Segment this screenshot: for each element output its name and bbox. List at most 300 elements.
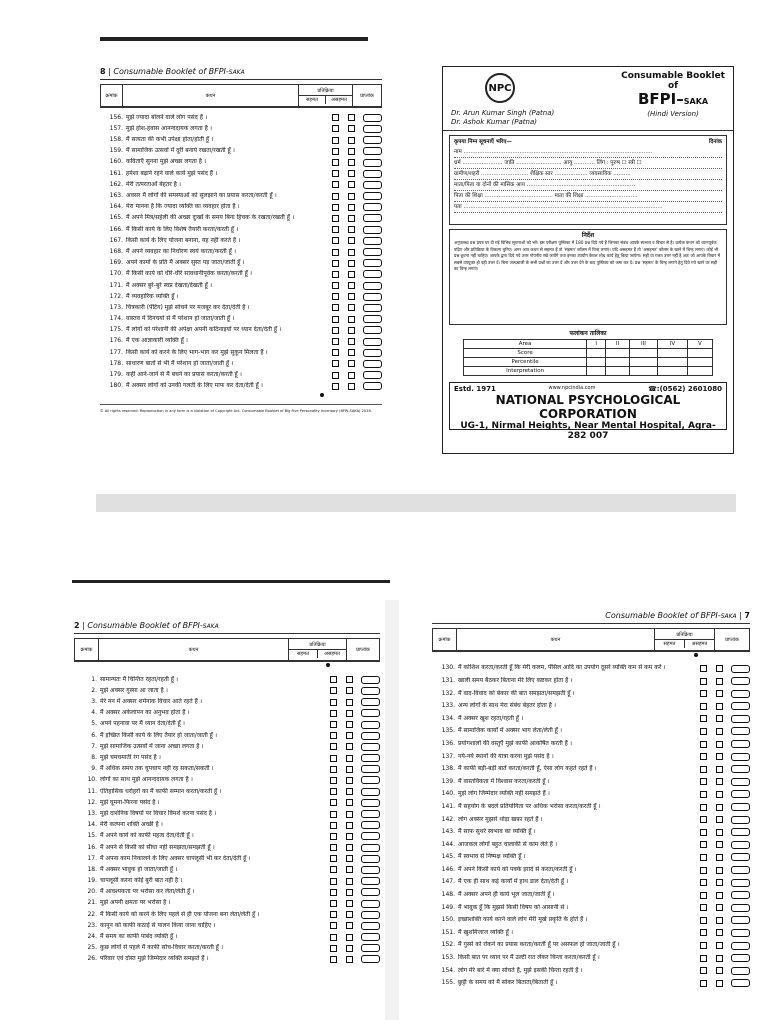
score-box[interactable] [363, 293, 382, 301]
table-row [74, 797, 380, 808]
score-box[interactable] [731, 853, 750, 861]
agree-checkbox[interactable] [332, 372, 339, 379]
agree-checkbox[interactable] [700, 942, 707, 949]
table-row [74, 853, 380, 864]
score-box[interactable] [363, 170, 382, 178]
disagree-checkbox[interactable] [348, 338, 355, 345]
disagree-checkbox[interactable] [348, 360, 355, 367]
score-box[interactable] [731, 816, 750, 824]
agree-checkbox[interactable] [332, 304, 339, 311]
agree-checkbox[interactable] [700, 917, 707, 924]
disagree-checkbox[interactable] [716, 804, 723, 811]
agree-checkbox[interactable] [700, 980, 707, 987]
agree-checkbox[interactable] [700, 929, 707, 936]
score-box[interactable] [731, 879, 750, 887]
disagree-checkbox[interactable] [716, 766, 723, 773]
score-box[interactable] [731, 929, 750, 937]
score-box[interactable] [363, 136, 382, 144]
agree-checkbox[interactable] [332, 316, 339, 323]
disagree-checkbox[interactable] [348, 148, 355, 155]
score-box[interactable] [363, 326, 382, 334]
item-statement: मैं किसी कार्य को करने के लिए पहले से ही एक योजना बना लेता/लेती हूँ । [100, 910, 260, 918]
agree-checkbox[interactable] [700, 904, 707, 911]
disagree-checkbox[interactable] [716, 879, 723, 886]
item-statement: मैं कोशिश करता/करती हूँ कि मेरी कलम, पेंसिल आदि का उपयोग दूसरे व्यक्ति कम से कम करें । [458, 664, 666, 672]
score-box[interactable] [363, 315, 382, 323]
agree-checkbox[interactable] [700, 816, 707, 823]
agree-checkbox[interactable] [700, 703, 707, 710]
agree-checkbox[interactable] [700, 867, 707, 874]
agree-checkbox[interactable] [332, 181, 339, 188]
area-education-field[interactable]: ग्रामीण/शहरी ........................... शैक्षिक स्तर ................... व्यवसायिक .......... [454, 169, 722, 180]
item-number: 151. [441, 928, 455, 936]
disagree-checkbox[interactable] [348, 125, 355, 132]
table-row [432, 713, 750, 726]
disagree-checkbox[interactable] [346, 732, 353, 739]
item-statement: अन्य लोगों के साथ मेरा संबंध बेहतर होता है । [458, 702, 557, 710]
score-box[interactable] [363, 237, 382, 245]
disagree-checkbox[interactable] [716, 967, 723, 974]
disagree-checkbox[interactable] [348, 383, 355, 390]
score-box[interactable] [361, 721, 380, 729]
table-row [100, 146, 382, 157]
score-box[interactable] [363, 282, 382, 290]
item-number: 134. [441, 714, 455, 722]
table-row [74, 719, 380, 730]
agree-checkbox[interactable] [700, 892, 707, 899]
agree-checkbox[interactable] [330, 755, 337, 762]
disagree-checkbox[interactable] [716, 715, 723, 722]
page-7 [432, 612, 750, 1022]
table-row [432, 889, 750, 902]
disagree-checkbox[interactable] [348, 215, 355, 222]
score-box[interactable] [731, 954, 750, 962]
score-box[interactable] [731, 803, 750, 811]
item-statement: मैं अपना काम निकालने के लिए अक्सर चापलूसी भी कर देता/देती हूँ । [100, 854, 251, 862]
agree-checkbox[interactable] [330, 866, 337, 873]
score-box[interactable] [363, 248, 382, 256]
income-field[interactable]: माता/पिता या दोनों की मासिक आय .............................................................. [454, 180, 722, 191]
disagree-checkbox[interactable] [348, 237, 355, 244]
score-box[interactable] [361, 877, 380, 885]
disagree-checkbox[interactable] [716, 778, 723, 785]
score-box[interactable] [731, 979, 750, 987]
score-box[interactable] [361, 832, 380, 840]
agree-checkbox[interactable] [700, 829, 707, 836]
agree-checkbox[interactable] [332, 137, 339, 144]
score-box[interactable] [731, 715, 750, 723]
address-field[interactable]: पता .................................................................................................................. [454, 202, 722, 213]
disagree-checkbox[interactable] [348, 304, 355, 311]
score-box[interactable] [731, 690, 750, 698]
item-statement: मुझे अक्सर गुस्सा आ जाता है । [100, 686, 168, 694]
score-box[interactable] [731, 702, 750, 710]
score-box[interactable] [363, 203, 382, 211]
disagree-checkbox[interactable] [346, 900, 353, 907]
item-statement: मैं सामाजिक कार्यों में अक्सर भाग लेता/लेती हूँ । [458, 727, 563, 735]
score-box[interactable] [363, 159, 382, 167]
item-number: 177. [109, 348, 123, 356]
agree-checkbox[interactable] [332, 260, 339, 267]
table-row [100, 269, 382, 280]
agree-checkbox[interactable] [332, 125, 339, 132]
disagree-checkbox[interactable] [348, 316, 355, 323]
disagree-checkbox[interactable] [348, 114, 355, 121]
score-box[interactable] [363, 270, 382, 278]
score-box[interactable] [731, 891, 750, 899]
disagree-checkbox[interactable] [348, 372, 355, 379]
item-statement: लोगों का साथ मुझे आनन्ददायक लगता है । [100, 776, 193, 784]
table-row [74, 786, 380, 797]
agree-checkbox[interactable] [330, 732, 337, 739]
agree-checkbox[interactable] [330, 777, 337, 784]
score-box[interactable] [731, 967, 750, 975]
score-box[interactable] [361, 922, 380, 930]
score-box[interactable] [731, 904, 750, 912]
disagree-checkbox[interactable] [346, 934, 353, 941]
disagree-checkbox[interactable] [348, 137, 355, 144]
agree-checkbox[interactable] [330, 900, 337, 907]
instructions: निर्देश अनुपलब्ध प्रश्न प्रपत्र पर दी गई विभिन्न सूचनाओं को भरें। इस परीक्षण पुस्तिका में 180 प्रश्न दिये गये हैं जिनका संबंध आपके स्वभाव व विचार से है। प्रत्येक कथन को ध्यानपूर्वक पढ़िए और प्रतिक्रिया के विकल्प चुनिए। अगर आप कथन से सहमत हैं तो 'सहमत' कॉलम में चिन्ह लगाएं। यदि असहमत हैं तो 'असहमत' कॉलम के खाने में चिन्ह लगाएं। कोई भी प्रश्न छूटना नहीं चाहिए। आपके द्वारा दिये गये उत्तर गोपनीय रखे जायेंगे तथा इनका उपयोग केवल शोध कार्य हेतु किया जायेगा। सही या गलत उत्तर नहीं है अतः जो आपके विचार में सबसे उपयुक्त हो वही उत्तर दें। बिना जल्दबाजी के सभी प्रश्नों का उत्तर दें और उत्तर देने के बाद पुस्तिका को जमा कर दें। प्रश्न 'सहमत' के चिन्ह लगाने हेतु दिये गये खाने पर सही का चिन्ह लगाएं। [449, 229, 727, 325]
agree-checkbox[interactable] [700, 753, 707, 760]
score-box[interactable] [731, 916, 750, 924]
disagree-checkbox[interactable] [348, 260, 355, 267]
item-statement: किसी बात पर ध्यान पर मैं उल्टी रात लेकर चिन्ता करता/करती हूँ । [458, 954, 600, 962]
item-number: 159. [109, 147, 123, 155]
item-statement: मैं गुस्से को रोकने का प्रयास करता/करती हूँ पर असफल हो जाता/जाती हूँ । [458, 941, 620, 949]
disagree-checkbox[interactable] [348, 327, 355, 334]
cover-page [442, 66, 734, 454]
agree-checkbox[interactable] [700, 678, 707, 685]
disagree-checkbox[interactable] [348, 181, 355, 188]
agree-checkbox[interactable] [330, 676, 337, 683]
agree-checkbox[interactable] [700, 791, 707, 798]
disagree-checkbox[interactable] [346, 743, 353, 750]
score-box[interactable] [361, 799, 380, 807]
score-box[interactable] [731, 765, 750, 773]
score-box[interactable] [731, 790, 750, 798]
score-box[interactable] [361, 765, 380, 773]
agree-checkbox[interactable] [332, 360, 339, 367]
agree-checkbox[interactable] [332, 327, 339, 334]
disagree-checkbox[interactable] [716, 929, 723, 936]
personal-info-form: कृपया निम्न सूचनाएँ भरिए— दिनांक नाम ............................................................................................................ धर्म ....................... जाति .......................... आयु ............ लिंग : पुरुष ☐ स्त्री ☐ ग्रामीण/शहरी ........................... शैक्षिक स्तर ................... व्यवसायिक .......... माता/पिता या दोनों की मासिक आय .............................................................. पिता की शिक्षा ....................................... माता की शिक्षा .............................. पता .................................................................................................................. [449, 135, 727, 225]
page-8 [100, 68, 382, 458]
score-box[interactable] [363, 114, 382, 122]
agree-checkbox[interactable] [332, 249, 339, 256]
score-box[interactable] [363, 304, 382, 312]
agree-checkbox[interactable] [332, 148, 339, 155]
agree-checkbox[interactable] [700, 804, 707, 811]
agree-checkbox[interactable] [330, 911, 337, 918]
agree-checkbox[interactable] [330, 766, 337, 773]
agree-checkbox[interactable] [700, 955, 707, 962]
table-row [432, 826, 750, 839]
disagree-checkbox[interactable] [716, 665, 723, 672]
disagree-checkbox[interactable] [716, 904, 723, 911]
score-box[interactable] [361, 743, 380, 751]
item-number: 2. [91, 686, 97, 694]
page-header: 8 | Consumable Booklet of BFPI-SAKA [100, 68, 382, 80]
score-box[interactable] [361, 698, 380, 706]
disagree-checkbox[interactable] [716, 728, 723, 735]
agree-checkbox[interactable] [332, 338, 339, 345]
table-row [74, 932, 380, 943]
agree-checkbox[interactable] [330, 833, 337, 840]
item-statement: मेरे मन में अक्सर शर्मनाक विचार आते रहते हैं । [100, 698, 202, 706]
disagree-checkbox[interactable] [346, 922, 353, 929]
score-box[interactable] [363, 382, 382, 390]
score-box[interactable] [731, 866, 750, 874]
score-box[interactable] [363, 147, 382, 155]
agree-checkbox[interactable] [332, 237, 339, 244]
item-statement: मुझे होश-हवास आनन्ददायक लगता है । [126, 124, 212, 132]
agree-checkbox[interactable] [330, 934, 337, 941]
table-row [432, 763, 750, 776]
score-box[interactable] [361, 776, 380, 784]
disagree-checkbox[interactable] [716, 917, 723, 924]
page-header: Consumable Booklet of BFPI-SAKA | 7 [432, 612, 750, 624]
agree-checkbox[interactable] [700, 665, 707, 672]
score-box[interactable] [361, 810, 380, 818]
disagree-checkbox[interactable] [716, 703, 723, 710]
item-number: 13. [87, 809, 97, 817]
score-box[interactable] [361, 855, 380, 863]
score-box[interactable] [361, 821, 380, 829]
disagree-checkbox[interactable] [348, 271, 355, 278]
agree-checkbox[interactable] [330, 878, 337, 885]
disagree-checkbox[interactable] [348, 226, 355, 233]
item-number: 147. [441, 878, 455, 886]
table-row [74, 898, 380, 909]
disagree-checkbox[interactable] [346, 945, 353, 952]
score-box[interactable] [731, 753, 750, 761]
score-box[interactable] [731, 677, 750, 685]
agree-checkbox[interactable] [700, 728, 707, 735]
disagree-checkbox[interactable] [346, 878, 353, 885]
disagree-checkbox[interactable] [346, 721, 353, 728]
item-number: 16. [87, 843, 97, 851]
parent-education-field[interactable]: पिता की शिक्षा ....................................... माता की शिक्षा .............................. [454, 191, 722, 202]
disagree-checkbox[interactable] [346, 811, 353, 818]
score-box[interactable] [363, 226, 382, 234]
table-row [432, 738, 750, 751]
item-number: 144. [441, 840, 455, 848]
score-box[interactable] [363, 259, 382, 267]
agree-checkbox[interactable] [332, 204, 339, 211]
score-box[interactable] [361, 900, 380, 908]
score-box[interactable] [361, 788, 380, 796]
item-number: 170. [109, 270, 123, 278]
agree-checkbox[interactable] [330, 922, 337, 929]
agree-checkbox[interactable] [330, 687, 337, 694]
agree-checkbox[interactable] [332, 293, 339, 300]
agree-checkbox[interactable] [330, 956, 337, 963]
disagree-checkbox[interactable] [346, 755, 353, 762]
table-row [432, 927, 750, 940]
start-dot [326, 663, 330, 667]
name-field[interactable]: नाम ............................................................................................................ [454, 147, 722, 158]
score-box[interactable] [731, 841, 750, 849]
agree-checkbox[interactable] [330, 855, 337, 862]
score-box[interactable] [361, 709, 380, 717]
agree-checkbox[interactable] [330, 945, 337, 952]
item-number: 164. [109, 203, 123, 211]
agree-checkbox[interactable] [330, 811, 337, 818]
agree-checkbox[interactable] [330, 710, 337, 717]
score-box[interactable] [363, 349, 382, 357]
item-number: 176. [109, 337, 123, 345]
table-row [100, 123, 382, 134]
disagree-checkbox[interactable] [346, 788, 353, 795]
disagree-checkbox[interactable] [716, 678, 723, 685]
disagree-checkbox[interactable] [716, 980, 723, 987]
agree-checkbox[interactable] [700, 690, 707, 697]
item-statement: मैं अपने व्यवहार का निर्धारण स्वयं करता/करती हूँ । [126, 247, 237, 255]
agree-checkbox[interactable] [332, 383, 339, 390]
agree-checkbox[interactable] [332, 226, 339, 233]
disagree-checkbox[interactable] [346, 676, 353, 683]
agree-checkbox[interactable] [330, 822, 337, 829]
disagree-checkbox[interactable] [348, 193, 355, 200]
table-row [432, 776, 750, 789]
disagree-checkbox[interactable] [716, 892, 723, 899]
score-box[interactable] [363, 125, 382, 133]
agree-checkbox[interactable] [332, 215, 339, 222]
disagree-checkbox[interactable] [346, 866, 353, 873]
disagree-checkbox[interactable] [716, 955, 723, 962]
agree-checkbox[interactable] [330, 699, 337, 706]
score-box[interactable] [731, 828, 750, 836]
item-statement: मैं अक्सर बुरे-बुरे स्वप्न देखता/देखती हूँ । [126, 281, 212, 289]
agree-checkbox[interactable] [700, 766, 707, 773]
score-box[interactable] [361, 888, 380, 896]
score-box[interactable] [363, 371, 382, 379]
disagree-checkbox[interactable] [716, 867, 723, 874]
agree-checkbox[interactable] [330, 889, 337, 896]
score-box[interactable] [363, 360, 382, 368]
item-statement: मैं वाद-विवाद को बेकार की बात समझता/समझती हूँ । [458, 689, 575, 697]
agree-checkbox[interactable] [700, 741, 707, 748]
agree-checkbox[interactable] [700, 841, 707, 848]
score-box[interactable] [363, 192, 382, 200]
score-box[interactable] [361, 844, 380, 852]
disagree-checkbox[interactable] [346, 844, 353, 851]
disagree-checkbox[interactable] [716, 829, 723, 836]
disagree-checkbox[interactable] [346, 777, 353, 784]
agree-checkbox[interactable] [700, 778, 707, 785]
score-box[interactable] [363, 338, 382, 346]
score-box[interactable] [361, 676, 380, 684]
disagree-checkbox[interactable] [716, 841, 723, 848]
disagree-checkbox[interactable] [716, 816, 723, 823]
table-row [100, 347, 382, 358]
agree-checkbox[interactable] [330, 788, 337, 795]
agree-checkbox[interactable] [332, 349, 339, 356]
agree-checkbox[interactable] [330, 844, 337, 851]
score-box[interactable] [363, 181, 382, 189]
disagree-checkbox[interactable] [346, 911, 353, 918]
disagree-checkbox[interactable] [346, 699, 353, 706]
agree-checkbox[interactable] [332, 159, 339, 166]
disagree-checkbox[interactable] [348, 282, 355, 289]
score-box[interactable] [731, 942, 750, 950]
score-box[interactable] [731, 740, 750, 748]
page-header: 2 | Consumable Booklet of BFPI-SAKA [74, 622, 380, 634]
table-row [100, 370, 382, 381]
agree-checkbox[interactable] [700, 967, 707, 974]
score-box[interactable] [731, 778, 750, 786]
score-box[interactable] [361, 754, 380, 762]
item-number: 146. [441, 865, 455, 873]
item-statement: मैं लोगों को परेशानी की अपेक्षा अपनी कठिनाइयों पर ध्यान देता/देती हूँ । [126, 326, 282, 334]
item-number: 166. [109, 225, 123, 233]
agree-checkbox[interactable] [332, 114, 339, 121]
disagree-checkbox[interactable] [348, 293, 355, 300]
disagree-checkbox[interactable] [346, 766, 353, 773]
disagree-checkbox[interactable] [346, 687, 353, 694]
disagree-checkbox[interactable] [346, 855, 353, 862]
agree-checkbox[interactable] [330, 721, 337, 728]
agree-checkbox[interactable] [700, 715, 707, 722]
item-number: 131. [441, 676, 455, 684]
disagree-checkbox[interactable] [348, 170, 355, 177]
score-box[interactable] [361, 944, 380, 952]
disagree-checkbox[interactable] [346, 710, 353, 717]
disagree-checkbox[interactable] [716, 753, 723, 760]
disagree-checkbox[interactable] [346, 833, 353, 840]
score-box[interactable] [361, 732, 380, 740]
score-box[interactable] [731, 665, 750, 673]
disagree-checkbox[interactable] [346, 889, 353, 896]
disagree-checkbox[interactable] [348, 159, 355, 166]
agree-checkbox[interactable] [700, 854, 707, 861]
disagree-checkbox[interactable] [716, 741, 723, 748]
item-number: 3. [91, 698, 97, 706]
item-statement: मैं अपने मित्र/सहेली की अच्छा दुःखों के समय बिना हिचक के रखता/रखती हूँ । [126, 214, 295, 222]
item-statement: इच्छाशक्ति कार्य करने वाले लोग मेरी मूर्ख प्रकृति के होते हैं । [458, 916, 588, 924]
disagree-checkbox[interactable] [716, 942, 723, 949]
disagree-checkbox[interactable] [346, 822, 353, 829]
score-box[interactable] [361, 911, 380, 919]
disagree-checkbox[interactable] [348, 349, 355, 356]
agree-checkbox[interactable] [332, 193, 339, 200]
agree-checkbox[interactable] [332, 271, 339, 278]
religion-age-gender-field[interactable]: धर्म ....................... जाति .......................... आयु ............ लिंग : पुरुष ☐ स्त्री ☐ [454, 158, 722, 169]
disagree-checkbox[interactable] [346, 956, 353, 963]
score-box[interactable] [363, 214, 382, 222]
item-number: 136. [441, 739, 455, 747]
agree-checkbox[interactable] [330, 743, 337, 750]
score-box[interactable] [361, 955, 380, 963]
agree-checkbox[interactable] [332, 282, 339, 289]
disagree-checkbox[interactable] [716, 791, 723, 798]
disagree-checkbox[interactable] [348, 204, 355, 211]
agree-checkbox[interactable] [700, 879, 707, 886]
disagree-checkbox[interactable] [716, 854, 723, 861]
score-box[interactable] [731, 727, 750, 735]
disagree-checkbox[interactable] [716, 690, 723, 697]
score-box[interactable] [361, 866, 380, 874]
item-number: 169. [109, 259, 123, 267]
item-number: 4. [91, 709, 97, 717]
agree-checkbox[interactable] [330, 799, 337, 806]
disagree-checkbox[interactable] [346, 799, 353, 806]
score-box[interactable] [361, 687, 380, 695]
score-box[interactable] [361, 933, 380, 941]
agree-checkbox[interactable] [332, 170, 339, 177]
disagree-checkbox[interactable] [348, 249, 355, 256]
